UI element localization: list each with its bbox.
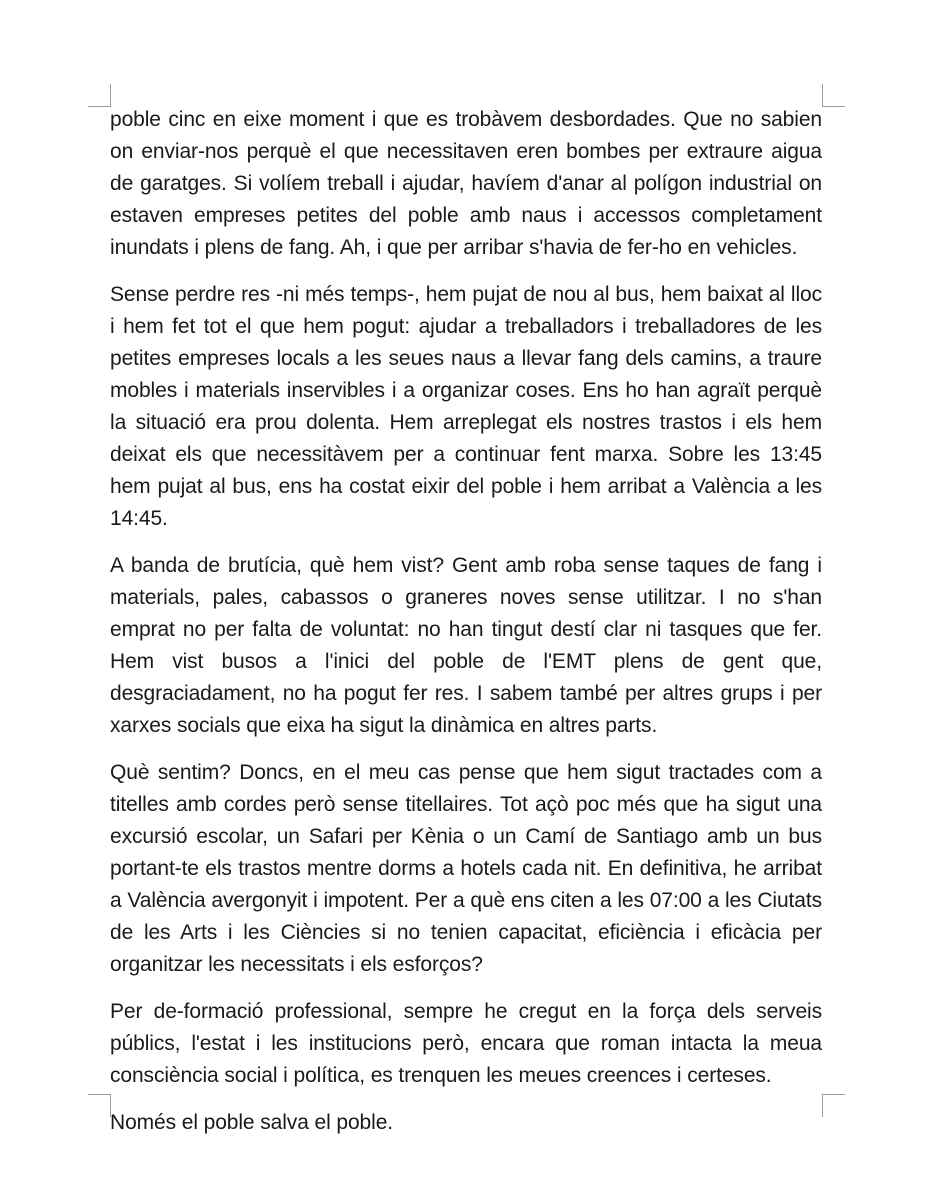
top-right-margin-mark <box>822 84 845 107</box>
paragraph-5: Per de-formació professional, sempre he cregut en la força dels serveis públics, l'estat i les institucions però, encara que roman intacta la meua consciència social i política, es trenquen les meues creences i certeses. <box>110 1000 822 1087</box>
bottom-left-margin-mark <box>88 1094 111 1117</box>
document-body <box>110 104 822 1154</box>
top-left-margin-mark <box>88 84 111 107</box>
paragraph-3: A banda de brutícia, què hem vist? Gent amb roba sense taques de fang i materials, pales, cabassos o graneres noves sense utilitzar. I no s'han emprat no per falta de voluntat: no han tingut destí clar ni tasques que fer. Hem vist busos a l'inici del poble de l'EMT plens de gent que, desgraciadament, no ha pogut fer res. I sabem també per altres grups i per xarxes socials que eixa ha sigut la dinàmica en altres parts. <box>110 554 822 737</box>
bottom-right-margin-mark <box>822 1094 845 1117</box>
paragraph-2: Sense perdre res -ni més temps-, hem pujat de nou al bus, hem baixat al lloc i hem fet tot el que hem pogut: ajudar a treballadors i treballadores de les petites empreses locals a les seues naus a llevar fang dels camins, a traure mobles i materials inservibles i a organizar coses. Ens ho han agraït perquè la situació era prou dolenta. Hem arreplegat els nostres trastos i els hem deixat els que necessitàvem per a continuar fent marxa. Sobre les 13:45 hem pujat al bus, ens ha costat eixir del poble i hem arribat a València a les 14:45. <box>110 283 822 530</box>
paragraph-1: poble cinc en eixe moment i que es trobàvem desbordades. Que no sabien on enviar-nos perquè el que necessitaven eren bombes per extraure aigua de garatges. Si volíem treball i ajudar, havíem d'anar al polígon industrial on estaven empreses petites del poble amb naus i accessos completament inundats i plens de fang. Ah, i que per arribar s'havia de fer-ho en vehicles. <box>110 108 822 259</box>
paragraph-4: Què sentim? Doncs, en el meu cas pense que hem sigut tractades com a titelles amb cordes però sense titellaires. Tot açò poc més que ha sigut una excursió escolar, un Safari per Kènia o un Camí de Santiago amb un bus portant-te els trastos mentre dorms a hotels cada nit. En definitiva, he arribat a València avergonyit i impotent. Per a què ens citen a les 07:00 a les Ciutats de les Arts i les Ciències si no tenien capacitat, eficiència i eficàcia per organitzar les necessitats i els esforços? <box>110 761 822 976</box>
paragraph-6: Només el poble salva el poble. <box>110 1111 394 1134</box>
